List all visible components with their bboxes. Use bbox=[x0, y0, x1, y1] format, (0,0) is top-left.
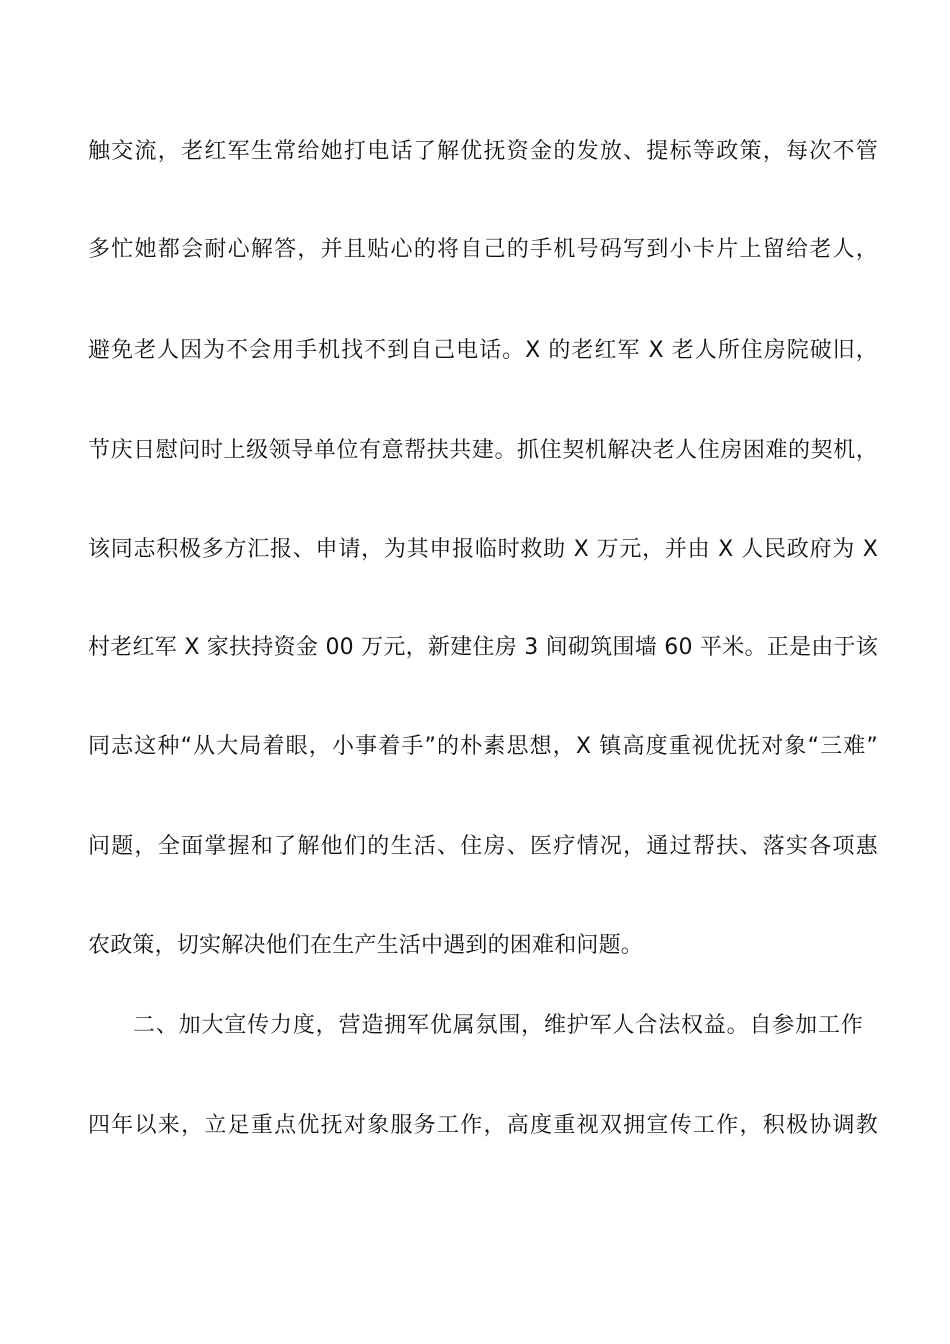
paragraph-line-8: 问题，全面掌握和了解他们的生活、住房、医疗情况，通过帮扶、落实各项惠 bbox=[88, 834, 878, 859]
paragraph-line-2: 多忙她都会耐心解答，并且贴心的将自己的手机号码写到小卡片上留给老人， bbox=[88, 237, 878, 262]
section-heading-line: 二、加大宣传力度，营造拥军优属氛围，维护军人合法权益。自参加工作 bbox=[133, 1013, 863, 1038]
paragraph-line-3: 避免老人因为不会用手机找不到自己电话。X 的老红军 X 老人所住房院破旧， bbox=[88, 338, 878, 363]
paragraph-line-10: 四年以来，立足重点优抚对象服务工作，高度重视双拥宣传工作，积极协调教 bbox=[88, 1113, 878, 1138]
paragraph-line-4: 节庆日慰问时上级领导单位有意帮扶共建。抓住契机解决老人住房困难的契机， bbox=[88, 438, 878, 463]
paragraph-line-1: 触交流，老红军生常给她打电话了解优抚资金的发放、提标等政策，每次不管 bbox=[88, 139, 878, 164]
paragraph-line-6: 村老红军 X 家扶持资金 00 万元，新建住房 3 间砌筑围墙 60 平米。正是由于该 bbox=[88, 635, 878, 660]
paragraph-line-7: 同志这种“从大局着眼，小事着手”的朴素思想，X 镇高度重视优抚对象“三难” bbox=[88, 734, 878, 759]
paragraph-line-5: 该同志积极多方汇报、申请，为其申报临时救助 X 万元，并由 X 人民政府为 X bbox=[88, 537, 878, 562]
paragraph-line-9: 农政策，切实解决他们在生产生活中遇到的困难和问题。 bbox=[88, 933, 644, 958]
